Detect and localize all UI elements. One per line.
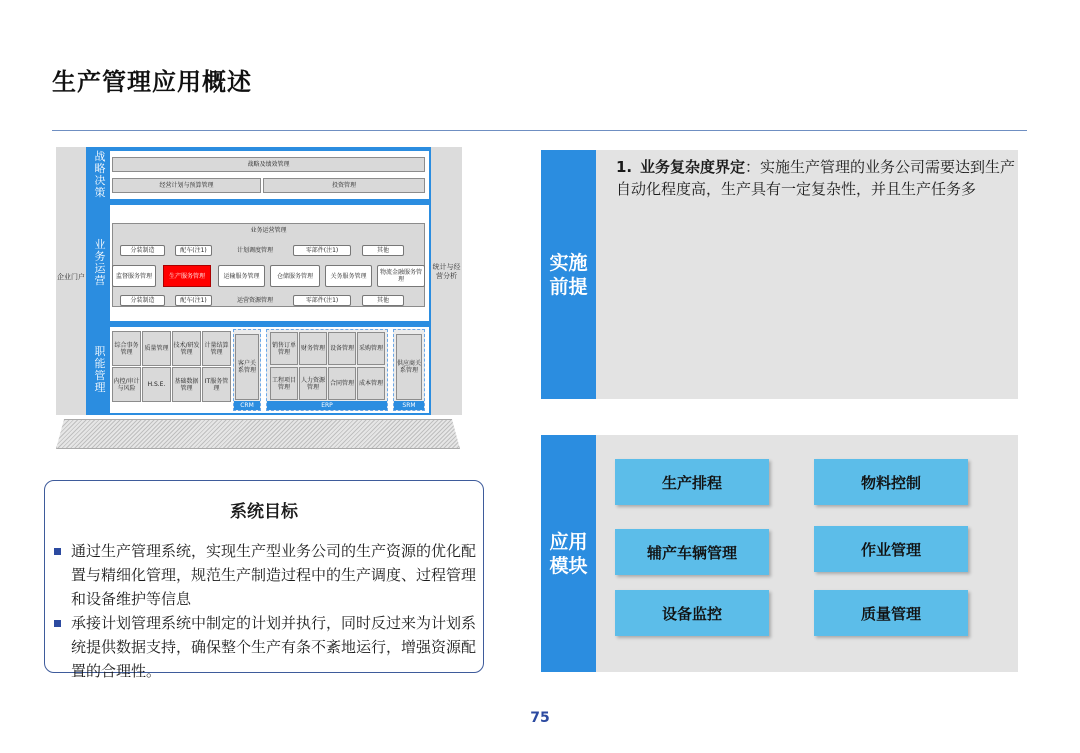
premise-panel: [596, 150, 1018, 399]
system-goals-box: [44, 480, 484, 680]
crm-tag: CRM: [234, 401, 260, 410]
op-top-3: 计划调度管理: [236, 247, 273, 254]
op-top-1: 分装制造: [120, 245, 165, 256]
platform-base: [56, 419, 460, 449]
functional-band: [90, 327, 429, 413]
architecture-core: [86, 147, 431, 415]
goal-item-2: 承接计划管理系统中制定的计划并执行，同时反过来为计划系统提供数据支持，确保整个生产有条不紊地运行，增强资源配置的合理性。: [53, 611, 483, 683]
service-5: 关务服务管理: [325, 265, 372, 287]
architecture-diagram: [56, 147, 462, 417]
erp-3: 设备管理: [328, 332, 356, 365]
system-goals-title: 系统目标: [230, 502, 298, 522]
func-hr-7: 基础数据管理: [172, 367, 201, 402]
op-bottom-5: 其他: [362, 295, 404, 306]
goal-item-1: 通过生产管理系统，实现生产型业务公司的生产资源的优化配置与精细化管理，规范生产制造过程中的生产调度、过程管理和设备维护等信息: [53, 539, 483, 611]
service-3: 运输服务管理: [218, 265, 265, 287]
erp-tag: ERP: [267, 401, 387, 410]
erp-8: 成本管理: [357, 367, 385, 400]
operations-label: 业务运营: [90, 205, 110, 321]
premise-heading: 业务复杂度界定: [640, 158, 746, 176]
op-bottom-1: 分装制造: [120, 295, 165, 306]
page-number: 75: [530, 710, 550, 726]
func-hr-5: 内控/审计与风险: [112, 367, 141, 402]
service-1: 监督服务管理: [112, 265, 156, 287]
service-production-highlight: 生产服务管理: [163, 265, 211, 287]
service-6: 物流金融服务管理: [377, 265, 425, 287]
crm-block: 客户关系管理: [235, 334, 259, 400]
module-production-scheduling[interactable]: 生产排程: [615, 459, 769, 505]
premise-body: ：实施生产管理的业务公司需要达到生产自动化程度高，生产具有一定复杂性，并且生产任务多: [616, 158, 1016, 198]
crm-group: [233, 329, 261, 411]
operations-header: 业务运营管理: [250, 226, 287, 234]
func-hr-3: 技术/研发管理: [172, 331, 201, 366]
op-top-2: 配车(注1): [175, 245, 212, 256]
module-equipment-monitoring[interactable]: 设备监控: [615, 590, 769, 636]
strategy-band: [90, 151, 429, 199]
func-hr-4: 计量结算管理: [202, 331, 231, 366]
functional-label: 职能管理: [90, 327, 110, 413]
budget-planning-block: 经营计划与预算管理: [112, 178, 261, 193]
erp-6: 人力资源管理: [299, 367, 327, 400]
module-operation-management[interactable]: 作业管理: [814, 526, 968, 572]
module-quality-management[interactable]: 质量管理: [814, 590, 968, 636]
func-hr-8: IT服务管理: [202, 367, 231, 402]
op-top-5: 其他: [362, 245, 404, 256]
erp-2: 财务管理: [299, 332, 327, 365]
modules-tag: 应用模块: [541, 435, 596, 672]
page-title: 生产管理应用概述: [52, 68, 252, 96]
premise-item-1: [616, 156, 1018, 200]
investment-block: 投资管理: [263, 178, 425, 193]
func-hr-2: 质量管理: [142, 331, 171, 366]
erp-1: 销售订单管理: [270, 332, 298, 365]
premise-tag: 实施前提: [541, 150, 596, 399]
erp-5: 工程项目管理: [270, 367, 298, 400]
premise-number: 1.: [616, 158, 633, 176]
erp-7: 合同管理: [328, 367, 356, 400]
modules-panel: [596, 435, 1018, 672]
srm-group: [393, 329, 425, 411]
service-4: 仓储服务管理: [270, 265, 320, 287]
op-bottom-2: 配车(注1): [175, 295, 212, 306]
statistics-analysis-label: 统计与经营分析: [432, 263, 461, 280]
operations-band: [90, 205, 429, 321]
module-material-control[interactable]: 物料控制: [814, 459, 968, 505]
op-bottom-4: 零部件(注1): [293, 295, 351, 306]
op-bottom-3: 运营资源管理: [236, 297, 273, 304]
erp-group: [266, 329, 388, 411]
srm-block: 供应商关系管理: [396, 334, 422, 400]
statistics-analysis-column: [431, 147, 462, 415]
func-hr-6: H.S.E.: [142, 367, 171, 402]
srm-tag: SRM: [394, 401, 424, 410]
op-top-4: 零部件(注1): [293, 245, 351, 256]
func-hr-1: 综合事务管理: [112, 331, 141, 366]
module-vehicle-management[interactable]: 辅产车辆管理: [615, 529, 769, 575]
title-divider: [52, 130, 1027, 131]
strategy-performance-block: 战略及绩效管理: [112, 157, 425, 172]
strategy-label: 战略决策: [90, 151, 110, 199]
erp-4: 采购管理: [357, 332, 385, 365]
enterprise-portal-column: [56, 147, 86, 415]
enterprise-portal-label: 企业门户: [57, 273, 85, 281]
